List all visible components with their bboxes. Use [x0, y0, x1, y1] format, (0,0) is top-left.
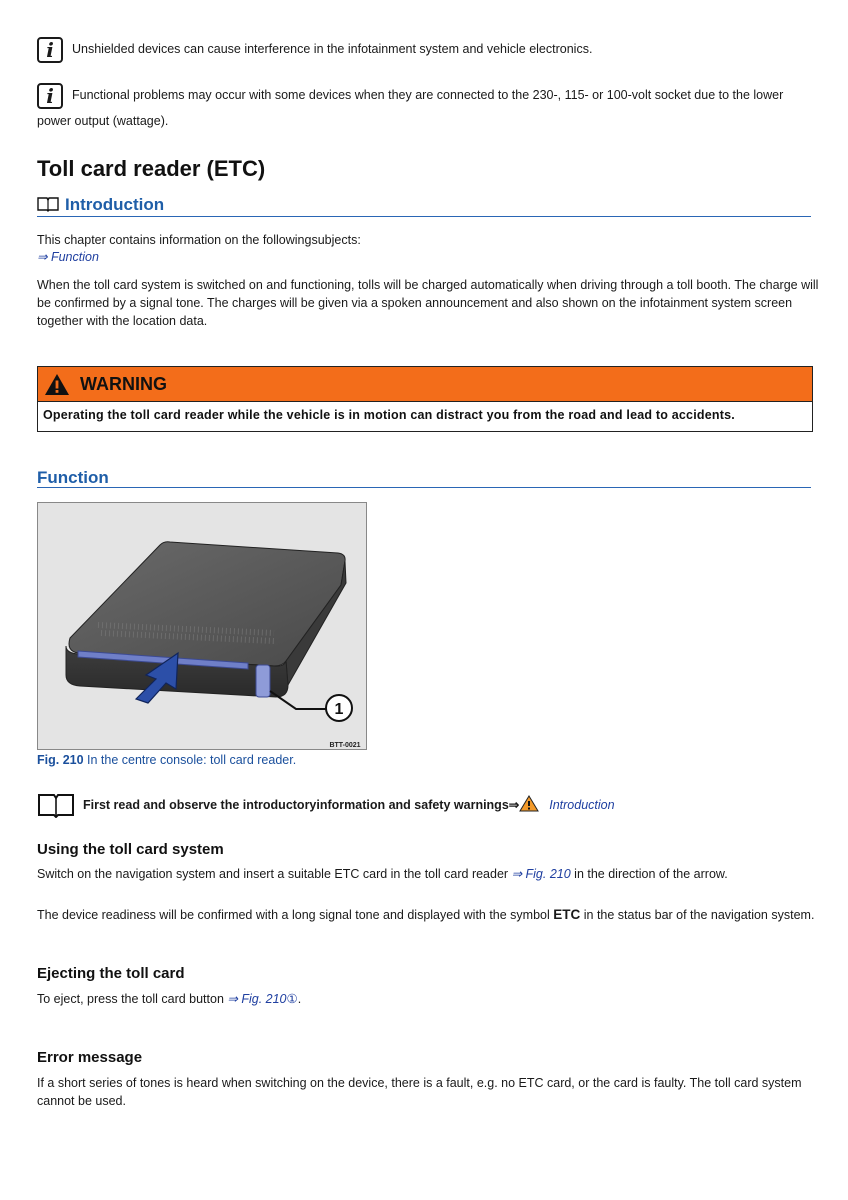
error-line1: If a short series of tones is heard when switching on the device, there is a fault, e.g. no ETC card, or the card is faulty. The toll card system	[37, 1076, 802, 1090]
figure-code: BTT-0021	[329, 742, 361, 749]
figure-caption-label: Fig. 210	[37, 753, 84, 767]
ejecting-heading: Ejecting the toll card	[37, 965, 185, 982]
page-title: Toll card reader (ETC)	[37, 156, 266, 181]
error-line2: cannot be used.	[37, 1094, 126, 1108]
circled-one-icon: ①	[286, 992, 298, 1006]
toll-card-reader-illustration	[38, 503, 367, 750]
intro-paragraph-line3: together with the location data.	[37, 314, 208, 328]
book-icon	[37, 196, 59, 217]
intro-paragraph-line2: be confirmed by a signal tone. The charges will be given via a spoken announcement and also shown on the infotainment system screen	[37, 296, 793, 310]
figure-caption-text: In the centre console: toll card reader.	[83, 753, 297, 767]
warning-small-icon	[519, 795, 539, 817]
error-heading: Error message	[37, 1049, 143, 1066]
introduction-link[interactable]: Introduction	[549, 798, 615, 812]
note-2-text-line2: power output (wattage).	[37, 114, 169, 128]
using-line1-text: Switch on the navigation system and insert a suitable ETC card in the toll card reader	[37, 867, 512, 881]
note-1-text: Unshielded devices can cause interference in the infotainment system and vehicle electronics.	[72, 42, 593, 56]
using-line1-tail: in the direction of the arrow.	[570, 867, 728, 881]
warning-box	[37, 366, 813, 432]
warning-header	[38, 367, 812, 402]
subjects-text: This chapter contains information on the followingsubjects:	[37, 233, 361, 247]
warning-title: WARNING	[80, 373, 167, 394]
function-heading: Function	[37, 468, 811, 488]
introduction-heading-label: Introduction	[65, 195, 165, 214]
note-2-text-line1: Functional problems may occur with some devices when they are connected to the 230-, 115- or 100-volt socket due to the lower	[72, 88, 784, 102]
using-line1	[37, 865, 728, 883]
figure-toll-card-reader	[37, 502, 367, 750]
intro-paragraph-line1: When the toll card system is switched on and functioning, tolls will be charged automatically when driving through a toll booth. The charge will	[37, 278, 819, 292]
open-book-icon	[37, 792, 75, 823]
ejecting-tail: .	[297, 992, 302, 1006]
info-icon: i	[37, 37, 63, 63]
etc-symbol: ETC	[553, 907, 581, 922]
read-first-line	[83, 795, 615, 817]
ejecting-text: To eject, press the toll card button	[37, 992, 228, 1006]
function-link[interactable]: ⇒ Function	[37, 250, 99, 264]
using-line2-text: The device readiness will be confirmed with a long signal tone and displayed with the symbol	[37, 908, 554, 922]
using-line2	[37, 906, 814, 924]
figure-callout-number: 1	[334, 701, 344, 718]
warning-text: Operating the toll card reader while the vehicle is in motion can distract you from the road and lead to accidents.	[43, 408, 735, 422]
ejecting-line	[37, 990, 301, 1008]
using-heading: Using the toll card system	[37, 841, 224, 858]
figure-caption	[37, 751, 296, 769]
using-line2-tail: in the status bar of the navigation system.	[580, 908, 815, 922]
info-icon: i	[37, 83, 63, 109]
fig-210-eject-link-text: ⇒ Fig. 210	[227, 992, 287, 1006]
fig-210-link[interactable]: ⇒ Fig. 210	[511, 867, 571, 881]
warning-triangle-icon	[44, 373, 70, 396]
introduction-heading	[37, 195, 811, 217]
fig-210-eject-link[interactable]	[227, 992, 297, 1006]
read-first-text: First read and observe the introductoryinformation and safety warnings⇒	[83, 798, 520, 812]
